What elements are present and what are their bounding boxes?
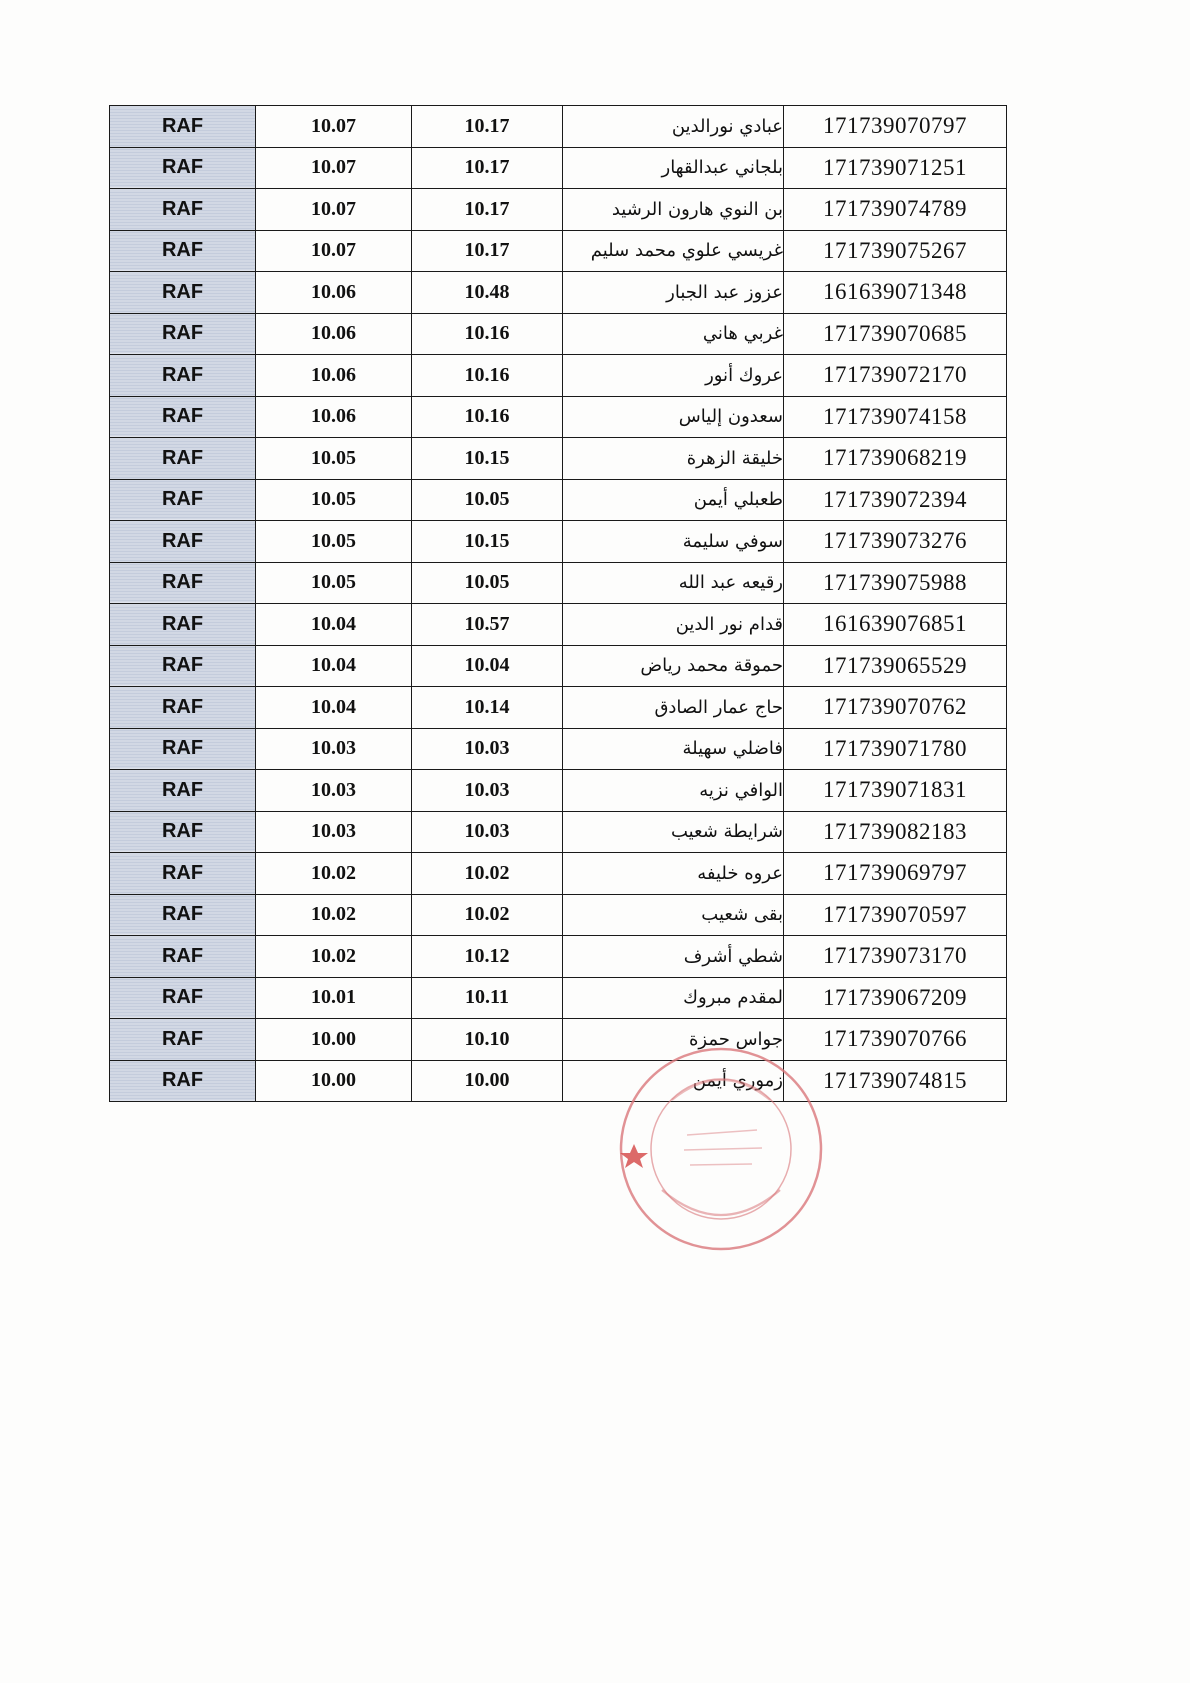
name-cell: طعبلي أيمن [563,479,784,521]
score-b-cell: 10.05 [256,438,412,480]
status-cell: RAF [110,853,256,895]
score-b-cell: 10.06 [256,272,412,314]
status-cell: RAF [110,687,256,729]
id-cell: 171739070685 [784,313,1007,355]
status-cell: RAF [110,770,256,812]
name-cell: رقيعه عبد الله [563,562,784,604]
id-cell: 171739075267 [784,230,1007,272]
name-cell: سوفي سليمة [563,521,784,563]
id-cell: 171739071251 [784,147,1007,189]
score-b-cell: 10.07 [256,106,412,148]
name-cell: شطي أشرف [563,936,784,978]
score-b-cell: 10.07 [256,230,412,272]
name-cell: غريسي علوي محمد سليم [563,230,784,272]
score-b-cell: 10.07 [256,147,412,189]
id-cell: 161639071348 [784,272,1007,314]
name-cell: زموري أيمن [563,1060,784,1102]
table-row [110,189,1007,231]
name-cell: لمقدم مبروك [563,977,784,1019]
name-cell: خليقة الزهرة [563,438,784,480]
score-a-cell: 10.03 [412,770,563,812]
score-b-cell: 10.02 [256,936,412,978]
id-cell: 171739069797 [784,853,1007,895]
id-cell: 171739070766 [784,1019,1007,1061]
status-cell: RAF [110,728,256,770]
name-cell: الوافي نزيه [563,770,784,812]
table-row [110,645,1007,687]
score-b-cell: 10.05 [256,479,412,521]
score-b-cell: 10.06 [256,396,412,438]
name-cell: غربي هاني [563,313,784,355]
score-a-cell: 10.03 [412,811,563,853]
score-a-cell: 10.04 [412,645,563,687]
score-b-cell: 10.04 [256,645,412,687]
score-a-cell: 10.05 [412,479,563,521]
score-a-cell: 10.03 [412,728,563,770]
status-cell: RAF [110,106,256,148]
score-b-cell: 10.06 [256,355,412,397]
score-a-cell: 10.17 [412,230,563,272]
id-cell: 171739074158 [784,396,1007,438]
name-cell: عروك أنور [563,355,784,397]
score-a-cell: 10.16 [412,313,563,355]
table-row [110,396,1007,438]
status-cell: RAF [110,645,256,687]
name-cell: حموقة محمد رياض [563,645,784,687]
score-b-cell: 10.01 [256,977,412,1019]
score-a-cell: 10.02 [412,894,563,936]
score-b-cell: 10.06 [256,313,412,355]
table-row [110,894,1007,936]
status-cell: RAF [110,396,256,438]
id-cell: 171739070797 [784,106,1007,148]
table-row [110,770,1007,812]
score-b-cell: 10.05 [256,562,412,604]
table-row [110,853,1007,895]
name-cell: عبادي نورالدين [563,106,784,148]
score-a-cell: 10.17 [412,147,563,189]
name-cell: فاضلي سهيلة [563,728,784,770]
id-cell: 171739065529 [784,645,1007,687]
table-row [110,687,1007,729]
id-cell: 171739073170 [784,936,1007,978]
results-table [109,105,1007,1102]
score-b-cell: 10.04 [256,604,412,646]
table-row [110,479,1007,521]
score-a-cell: 10.15 [412,438,563,480]
id-cell: 171739071831 [784,770,1007,812]
id-cell: 171739082183 [784,811,1007,853]
score-a-cell: 10.48 [412,272,563,314]
table-row [110,562,1007,604]
id-cell: 161639076851 [784,604,1007,646]
score-b-cell: 10.03 [256,728,412,770]
table-row [110,977,1007,1019]
score-b-cell: 10.05 [256,521,412,563]
id-cell: 171739072170 [784,355,1007,397]
table-row [110,106,1007,148]
table-row [110,438,1007,480]
id-cell: 171739070597 [784,894,1007,936]
name-cell: بلجاني عبدالقهار [563,147,784,189]
score-a-cell: 10.12 [412,936,563,978]
score-a-cell: 10.17 [412,106,563,148]
table-row [110,936,1007,978]
score-a-cell: 10.15 [412,521,563,563]
score-a-cell: 10.05 [412,562,563,604]
id-cell: 171739070762 [784,687,1007,729]
status-cell: RAF [110,147,256,189]
id-cell: 171739068219 [784,438,1007,480]
score-a-cell: 10.02 [412,853,563,895]
score-a-cell: 10.00 [412,1060,563,1102]
name-cell: عزوز عبد الجبار [563,272,784,314]
table-row [110,604,1007,646]
score-b-cell: 10.03 [256,811,412,853]
table-row [110,521,1007,563]
id-cell: 171739073276 [784,521,1007,563]
table-row [110,728,1007,770]
status-cell: RAF [110,977,256,1019]
score-a-cell: 10.14 [412,687,563,729]
table-row [110,230,1007,272]
score-a-cell: 10.16 [412,396,563,438]
table-row [110,1060,1007,1102]
name-cell: سعدون إلياس [563,396,784,438]
status-cell: RAF [110,438,256,480]
table-row [110,147,1007,189]
score-a-cell: 10.11 [412,977,563,1019]
status-cell: RAF [110,894,256,936]
score-b-cell: 10.07 [256,189,412,231]
status-cell: RAF [110,936,256,978]
status-cell: RAF [110,230,256,272]
status-cell: RAF [110,604,256,646]
score-b-cell: 10.03 [256,770,412,812]
score-b-cell: 10.04 [256,687,412,729]
id-cell: 171739072394 [784,479,1007,521]
score-a-cell: 10.17 [412,189,563,231]
status-cell: RAF [110,355,256,397]
results-table-body [110,106,1007,1102]
score-b-cell: 10.00 [256,1019,412,1061]
id-cell: 171739071780 [784,728,1007,770]
status-cell: RAF [110,479,256,521]
status-cell: RAF [110,1019,256,1061]
table-row [110,355,1007,397]
id-cell: 171739075988 [784,562,1007,604]
table-row [110,313,1007,355]
score-a-cell: 10.10 [412,1019,563,1061]
name-cell: شرايطة شعيب [563,811,784,853]
status-cell: RAF [110,189,256,231]
status-cell: RAF [110,811,256,853]
name-cell: حاج عمار الصادق [563,687,784,729]
id-cell: 171739074789 [784,189,1007,231]
name-cell: جواس حمزة [563,1019,784,1061]
name-cell: بقى شعيب [563,894,784,936]
id-cell: 171739074815 [784,1060,1007,1102]
score-b-cell: 10.00 [256,1060,412,1102]
status-cell: RAF [110,1060,256,1102]
status-cell: RAF [110,521,256,563]
status-cell: RAF [110,272,256,314]
score-b-cell: 10.02 [256,853,412,895]
table-row [110,1019,1007,1061]
name-cell: بن النوي هارون الرشيد [563,189,784,231]
table-row [110,272,1007,314]
status-cell: RAF [110,562,256,604]
name-cell: قدام نور الدين [563,604,784,646]
status-cell: RAF [110,313,256,355]
score-a-cell: 10.16 [412,355,563,397]
table-row [110,811,1007,853]
score-b-cell: 10.02 [256,894,412,936]
name-cell: عروه خليفه [563,853,784,895]
score-a-cell: 10.57 [412,604,563,646]
id-cell: 171739067209 [784,977,1007,1019]
